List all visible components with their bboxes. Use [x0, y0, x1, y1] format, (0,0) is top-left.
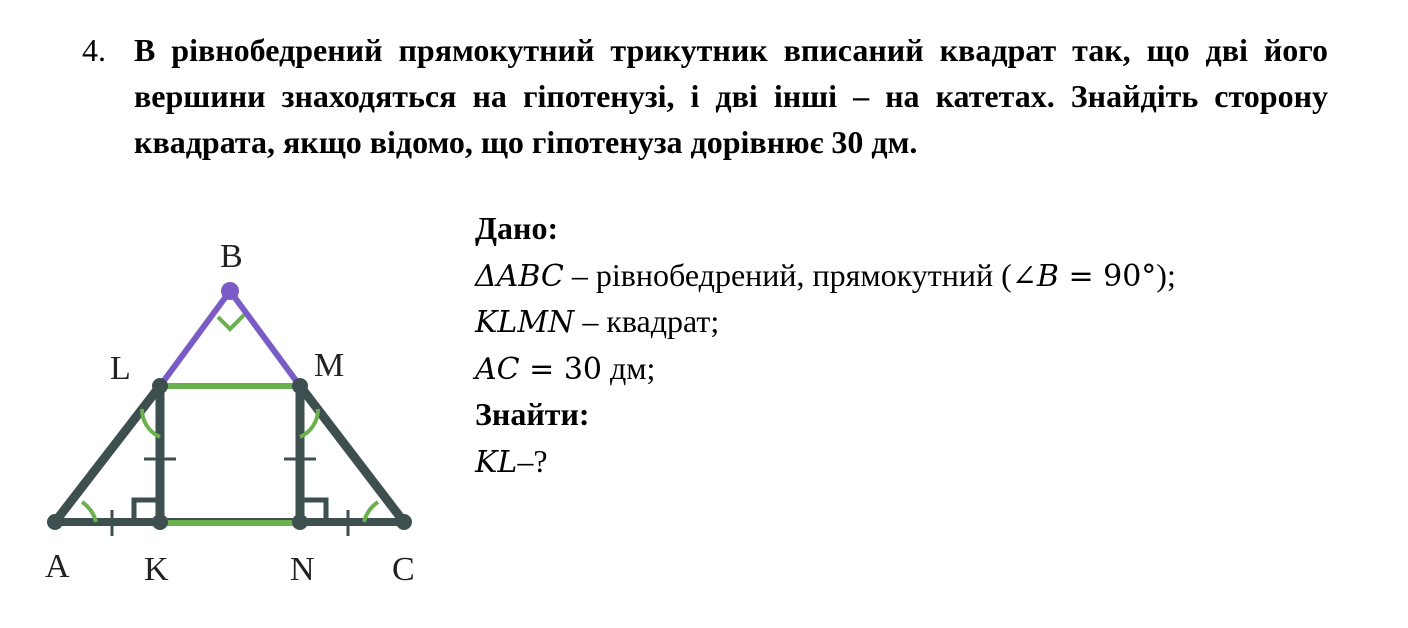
segment-LB	[160, 291, 230, 386]
vertex-L	[152, 378, 168, 394]
label-M: M	[314, 347, 345, 384]
find-heading: Знайти:	[475, 396, 590, 432]
vertex-A	[47, 514, 63, 530]
math-ac-value: = 30	[519, 351, 603, 387]
label-B: B	[220, 238, 243, 275]
given-text-unit: дм;	[602, 349, 656, 386]
label-K: K	[144, 551, 169, 588]
problem-number: 4.	[82, 32, 106, 68]
vertex-B	[221, 282, 239, 300]
label-L: L	[110, 350, 131, 387]
geometry-diagram	[30, 225, 440, 595]
given-text-triangle: – рівнобедрений, прямокутний (	[563, 256, 1012, 293]
math-square-klmn: KLMN	[475, 305, 575, 340]
problem-statement: В рівнобедрений прямокутний трикутник вписаний квадрат так, що дві його вершини знаходяться на гіпотенузі, і дві інші – на катетах. Знайдіть сторону квадрата, якщо відомо, що гіпотенуза дорівнює 30 дм.	[134, 32, 1328, 160]
vertex-N	[292, 514, 308, 530]
find-text: –?	[517, 442, 548, 479]
label-N: N	[290, 551, 315, 588]
vertex-K	[152, 514, 168, 530]
find-line	[475, 438, 1375, 485]
given-text-square: – квадрат;	[574, 303, 720, 339]
math-triangle-abc: ΔABC	[475, 258, 564, 294]
segment-BM	[230, 291, 300, 386]
given-line-square	[475, 298, 1375, 345]
math-angle-b: ∠B	[1011, 258, 1059, 294]
math-ac: AC	[475, 351, 520, 387]
vertex-C	[396, 514, 412, 530]
label-C: C	[392, 551, 415, 588]
given-text-end: );	[1156, 256, 1176, 293]
vertex-M	[292, 378, 308, 394]
right-angle-mark-B	[218, 315, 244, 329]
label-A: A	[45, 548, 70, 585]
math-angle-value: = 90°	[1058, 258, 1157, 294]
given-line-hypotenuse	[475, 345, 1375, 392]
given-heading: Дано:	[475, 210, 559, 246]
math-kl: KL	[475, 444, 518, 480]
given-line-triangle	[475, 252, 1375, 299]
given-find-block	[475, 205, 1375, 484]
